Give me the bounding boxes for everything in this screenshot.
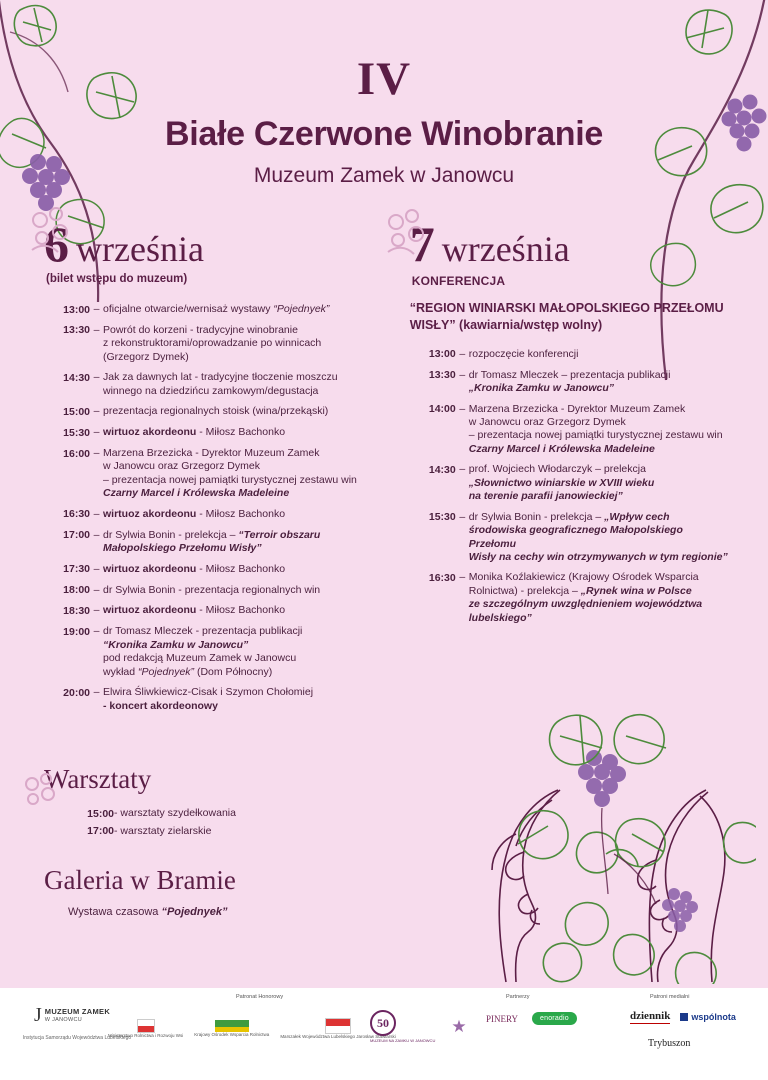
label-patronat: Patronat Honorowy — [236, 994, 284, 1000]
schedule-row — [44, 625, 388, 679]
schedule-description: dr Tomasz Mleczek - prezentacja publikacji “Kronika Zamku w Janowcu” pod redakcją Muzeum Zamek w Janowcu wykład “Pojednyek” (Dom Północny) — [103, 625, 303, 678]
schedule-time: 14:00 — [428, 403, 456, 416]
schedule-time: 13:00 — [63, 303, 90, 316]
schedule-row — [44, 371, 388, 398]
gallery-exhibition-line: Wystawa czasowa “Pojednyek” — [68, 906, 228, 918]
schedule-row — [44, 529, 388, 556]
schedule-time: 16:00 — [63, 447, 90, 460]
schedule-row — [44, 405, 388, 419]
logo-krajowy-osrodek: Krajowy Ośrodek Wsparcia Rolnictwa — [194, 1020, 269, 1038]
conference-label: KONFERENCJA — [411, 274, 506, 288]
green-bar-icon — [215, 1020, 249, 1027]
schedule-time: 17:30 — [63, 563, 90, 576]
logo-ministerstwo-rolnictwa: Ministerstwo Rolnictwa i Rozwoju Wsi — [108, 1019, 183, 1039]
day-1-column — [44, 216, 388, 720]
schedule-description: wirtuoz akordeonu - Miłosz Bachonko — [103, 507, 286, 520]
schedule-dash: – — [459, 463, 466, 476]
schedule-row — [410, 571, 732, 625]
polish-flag-icon — [137, 1019, 155, 1033]
logo-50-anniversary — [370, 1010, 435, 1043]
schedule-dash: – — [93, 405, 100, 418]
schedule-time: 16:30 — [428, 571, 456, 584]
lubelskie-flag-icon — [325, 1018, 351, 1034]
museum-logo-mark: J — [34, 1004, 40, 1026]
schedule-description: prezentacja regionalnych stoisk (wina/przekąski) — [103, 405, 329, 418]
day-2-column — [388, 216, 732, 720]
day-1-ticket-note: (bilet wstępu do muzeum) — [46, 273, 188, 285]
schedule-time: 19:00 — [63, 625, 90, 638]
anniversary-logos — [370, 1010, 467, 1043]
museum-logo-line2: W JANOWCU — [44, 1016, 83, 1023]
poster-header — [0, 0, 768, 188]
logo-marszalek-lubelskie: Marszałek Województwa Lubelskiego Jarosław Stawiarski — [280, 1018, 395, 1040]
schedule-row — [410, 348, 732, 362]
schedule-row — [44, 686, 388, 713]
schedule-time: 20:00 — [63, 686, 90, 699]
footer-bar — [0, 988, 768, 1080]
schedule-row — [410, 369, 732, 396]
schedule-time: 14:30 — [63, 371, 90, 384]
schedule-dash: – — [459, 510, 466, 523]
workshops-title: Warsztaty — [44, 764, 152, 794]
schedule-row — [44, 563, 388, 577]
venue-name: Muzeum Zamek w Janowcu — [253, 164, 515, 187]
day-2-number: 7 — [409, 216, 435, 272]
schedule-time: 13:00 — [428, 348, 456, 361]
edition-number: IV — [356, 53, 412, 105]
partner-logos — [486, 1012, 577, 1025]
schedule-description: Monika Koźlakiewicz (Krajowy Ośrodek Wsparcia Rolnictwa) - prelekcja – „Rynek wina w Polsce ze szczególnym uwzględnieniem województwa lubelskiego” — [468, 571, 703, 624]
schedule-time: 15:30 — [63, 426, 90, 439]
schedule-row — [44, 303, 388, 317]
schedule-time: 16:30 — [63, 508, 90, 521]
schedule-description: wirtuoz akordeonu - Miłosz Bachonko — [103, 604, 286, 617]
schedule-time: 18:30 — [63, 604, 90, 617]
logo-trybuszon: Trybuszon — [648, 1038, 691, 1049]
schedule-description: dr Sylwia Bonin - prelekcja – “Terroir obszaru Małopolskiego Przełomu Wisły” — [103, 528, 321, 555]
schedule-dash: – — [93, 371, 100, 384]
schedule-dash: – — [93, 562, 100, 575]
workshop-description: - warsztaty szydełkowania — [114, 807, 236, 819]
schedule-row — [44, 604, 388, 618]
workshop-time: 17:00 — [87, 825, 114, 837]
schedule-description: Marzena Brzezicka - Dyrektor Muzeum Zamek w Janowcu oraz Grzegorz Dymek – prezentacja nowej pamiątki turystycznej zestawu win Czarny Marcel i Królewska Madeleine — [103, 447, 357, 500]
schedule-description: rozpoczęcie konferencji — [468, 347, 579, 360]
patronage-logos — [108, 1018, 396, 1040]
ornament-icon — [382, 206, 430, 262]
schedule-row — [44, 426, 388, 440]
museum-logo-line1: MUZEUM ZAMEK — [44, 1007, 111, 1017]
label-patroni-medialni: Patroni medialni — [650, 994, 690, 1000]
schedule-description: dr Tomasz Mleczek – prezentacja publikacji „Kronika Zamku w Janowcu” — [468, 368, 671, 395]
schedule-dash: – — [93, 447, 100, 459]
day-1-month: września — [76, 229, 204, 269]
schedule-dash: – — [93, 528, 100, 541]
museum-logo-subtitle: Instytucja Samorządu Województwa Lubelskiego — [22, 1035, 132, 1041]
schedule-dash: – — [459, 402, 466, 415]
schedule-time: 15:00 — [63, 405, 90, 418]
schedule-dash: – — [93, 507, 100, 520]
gallery-title: Galeria w Bramie — [44, 865, 236, 895]
ornament-icon — [26, 204, 74, 260]
grape-cluster-icon — [578, 750, 626, 807]
schedule-time: 17:00 — [63, 529, 90, 542]
schedule-description: Jak za dawnych lat - tradycyjne tłoczenie moszczu winnego na dziedzińcu zamkowym/degustacja — [103, 371, 338, 397]
day-2-schedule — [410, 348, 732, 625]
schedule-row — [44, 584, 388, 598]
schedule-description: prof. Wojciech Włodarczyk – prelekcja „Słownictwo winiarskie w XVIII wieku na terenie parafii janowieckiej” — [468, 463, 655, 503]
logo-enoradio: enoradio — [532, 1012, 577, 1025]
schedule-time: 13:30 — [63, 324, 90, 337]
schedule-row — [44, 324, 388, 364]
workshop-description: - warsztaty zielarskie — [114, 824, 212, 837]
page-title: Białe Czerwone Winobranie — [164, 115, 604, 153]
schedule-dash: – — [459, 368, 466, 381]
day-2-month: września — [441, 229, 570, 269]
schedule-row — [44, 508, 388, 522]
schedule-dash: – — [93, 426, 100, 439]
day-1-number: 6 — [44, 216, 69, 272]
schedule-description: dr Sylwia Bonin - prelekcja – „Wpływ cech środowiska geograficznego Małopolskiego Przełomu Wisły na cechy win otrzymywanych w tym regionie” — [468, 510, 728, 563]
schedule-description: Marzena Brzezicka - Dyrektor Muzeum Zamek w Janowcu oraz Grzegorz Dymek – prezentacja nowej pamiątki turystycznej zestawu win Czarny Marcel i Królewska Madeleine — [468, 402, 723, 455]
schedule-dash: – — [93, 583, 100, 596]
anniversary-caption: MUZEUM NA ZAMKU W JANOWCU — [370, 1038, 436, 1043]
schedule-columns — [0, 216, 768, 720]
faces-illustration — [356, 704, 756, 984]
schedule-time: 13:30 — [428, 369, 456, 382]
ornament-icon — [20, 770, 60, 820]
schedule-description: oficjalne otwarcie/wernisaż wystawy “Pojednyek” — [103, 303, 330, 315]
schedule-row — [410, 511, 732, 565]
anniversary-number: 50 — [370, 1010, 396, 1036]
schedule-dash: – — [93, 625, 100, 638]
logo-pinery: PINERY — [486, 1013, 519, 1024]
conference-topic: “REGION WINIARSKI MAŁOPOLSKIEGO PRZEŁOMU WISŁY” (kawiarnia/wstęp wolny) — [409, 301, 724, 332]
schedule-description: Elwira Śliwkiewicz-Cisak i Szymon Chołomiej - koncert akordeonowy — [103, 686, 314, 712]
schedule-dash: – — [93, 686, 100, 699]
schedule-dash: – — [93, 303, 100, 315]
schedule-description: wirtuoz akordeonu - Miłosz Bachonko — [103, 426, 286, 439]
schedule-dash: – — [93, 323, 100, 336]
schedule-description: dr Sylwia Bonin - prezentacja regionalnych win — [103, 583, 321, 596]
logo-dziennik: dziennik — [630, 1010, 671, 1022]
schedule-dash: – — [93, 604, 100, 617]
day-2-heading — [409, 216, 732, 334]
schedule-description: Powrót do korzeni - tradycyjne winobranie z rekonstruktorami/oprowadzanie po winnicach (Grzegorz Dymek) — [103, 323, 322, 363]
media-logos — [630, 1010, 736, 1049]
museum-logo — [34, 1004, 110, 1027]
schedule-dash: – — [459, 347, 466, 360]
day-1-schedule — [44, 303, 388, 713]
workshop-time: 15:00 — [87, 807, 114, 820]
day-1-heading — [44, 216, 388, 285]
schedule-row — [410, 463, 732, 503]
schedule-dash: – — [459, 571, 466, 584]
schedule-description: wirtuoz akordeonu - Miłosz Bachonko — [103, 562, 286, 575]
schedule-row — [410, 403, 732, 457]
wspolnota-mark-icon — [680, 1013, 688, 1021]
schedule-time: 15:30 — [428, 511, 456, 524]
schedule-time: 14:30 — [428, 463, 456, 476]
schedule-row — [44, 447, 388, 501]
logo-wspolnota: wspólnota — [680, 1012, 736, 1022]
schedule-time: 18:00 — [63, 584, 90, 596]
label-partnerzy: Partnerzy — [506, 994, 530, 1000]
grape-logo-icon: ★ — [451, 1016, 467, 1036]
